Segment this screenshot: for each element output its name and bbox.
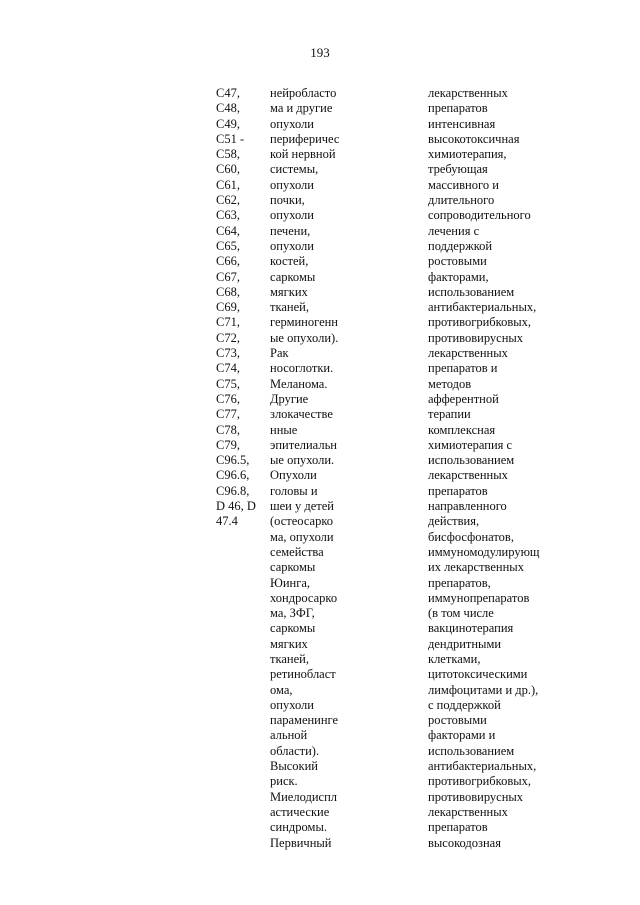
text-line: C77, bbox=[216, 407, 240, 422]
text-line: бисфосфонатов, bbox=[428, 529, 514, 544]
text-line: области). bbox=[270, 743, 320, 758]
text-line: препаратов, bbox=[428, 575, 491, 590]
text-line: интенсивная bbox=[428, 116, 496, 131]
text-line: головы и bbox=[270, 483, 318, 498]
text-line: C78, bbox=[216, 422, 240, 437]
text-line: C96.8, bbox=[216, 483, 250, 498]
text-line: ма, опухоли bbox=[270, 529, 334, 544]
text-line: саркомы bbox=[270, 560, 316, 575]
icd-codes-column bbox=[216, 86, 256, 530]
text-line: C49, bbox=[216, 116, 240, 131]
text-line: C79, bbox=[216, 437, 240, 452]
text-line: использованием bbox=[428, 284, 515, 299]
text-line: лекарственных bbox=[428, 468, 508, 483]
text-line: Меланома. bbox=[270, 376, 328, 391]
text-line: ростовыми bbox=[428, 713, 487, 728]
text-line: опухоли bbox=[270, 697, 314, 712]
text-line: C68, bbox=[216, 284, 240, 299]
text-line: C65, bbox=[216, 238, 240, 253]
text-line: антибактериальных, bbox=[428, 300, 537, 315]
text-line: действия, bbox=[428, 514, 480, 529]
treatment-column bbox=[428, 86, 540, 851]
text-line: ма и другие bbox=[270, 101, 333, 116]
text-line: направленного bbox=[428, 499, 507, 514]
text-line: клетками, bbox=[428, 651, 481, 666]
text-line: костей, bbox=[270, 254, 309, 269]
text-line: C72, bbox=[216, 330, 240, 345]
text-line: Рак bbox=[270, 346, 289, 361]
text-line: лимфоцитами и др.), bbox=[428, 682, 539, 697]
text-line: мягких bbox=[270, 284, 308, 299]
text-line: C63, bbox=[216, 208, 240, 223]
text-line: тканей, bbox=[270, 651, 309, 666]
text-line: иммуномодулирующ bbox=[428, 544, 540, 559]
text-line: C73, bbox=[216, 346, 240, 361]
text-line: опухоли bbox=[270, 177, 314, 192]
text-line: препаратов bbox=[428, 101, 488, 116]
text-line: тканей, bbox=[270, 300, 309, 315]
text-line: C47, bbox=[216, 86, 240, 100]
text-line: астические bbox=[270, 804, 330, 819]
text-line: использованием bbox=[428, 453, 515, 468]
text-line: длительного bbox=[428, 193, 495, 208]
text-line: терапии bbox=[428, 407, 471, 422]
text-line: ма, ЗФГ, bbox=[270, 606, 315, 621]
text-line: хондросарко bbox=[270, 590, 338, 605]
text-line: противовирусных bbox=[428, 789, 524, 804]
text-line: D 46, D bbox=[216, 499, 256, 514]
text-line: C75, bbox=[216, 376, 240, 391]
text-line: почки, bbox=[270, 193, 305, 208]
text-line: 47.4 bbox=[216, 514, 238, 529]
text-line: цитотоксическими bbox=[428, 667, 528, 682]
text-line: препаратов и bbox=[428, 361, 498, 376]
text-line: C60, bbox=[216, 162, 240, 177]
text-line: препаратов bbox=[428, 820, 488, 835]
text-line: химиотерапия, bbox=[428, 147, 507, 162]
text-line: факторами и bbox=[428, 728, 496, 743]
text-line: герминогенн bbox=[270, 315, 338, 330]
text-line: ые опухоли. bbox=[270, 453, 335, 468]
text-line: поддержкой bbox=[428, 238, 493, 253]
text-line: Опухоли bbox=[270, 468, 317, 483]
text-line: антибактериальных, bbox=[428, 759, 537, 774]
text-line: высокотоксичная bbox=[428, 131, 520, 146]
text-line: риск. bbox=[270, 774, 298, 789]
text-line: иммунопрепаратов bbox=[428, 590, 530, 605]
text-line: сопроводительного bbox=[428, 208, 531, 223]
text-line: C74, bbox=[216, 361, 240, 376]
text-line: опухоли bbox=[270, 238, 314, 253]
text-line: опухоли bbox=[270, 208, 314, 223]
text-line: C48, bbox=[216, 101, 240, 116]
text-line: C69, bbox=[216, 300, 240, 315]
text-line: лекарственных bbox=[428, 804, 508, 819]
text-line: использованием bbox=[428, 743, 515, 758]
text-line: C96.5, bbox=[216, 453, 250, 468]
text-line: массивного и bbox=[428, 177, 499, 192]
text-line: (остеосарко bbox=[270, 514, 334, 529]
text-line: Другие bbox=[270, 391, 309, 406]
text-line: опухоли bbox=[270, 116, 314, 131]
text-line: печени, bbox=[270, 223, 311, 238]
text-line: факторами, bbox=[428, 269, 489, 284]
text-line: синдромы. bbox=[270, 820, 327, 835]
text-line: ретинобласт bbox=[270, 667, 336, 682]
text-line: саркомы bbox=[270, 621, 316, 636]
text-line: C61, bbox=[216, 177, 240, 192]
text-line: лекарственных bbox=[428, 346, 508, 361]
text-line: их лекарственных bbox=[428, 560, 524, 575]
text-line: эпителиальн bbox=[270, 437, 337, 452]
text-line: периферичес bbox=[270, 131, 340, 146]
text-line: параменинге bbox=[270, 713, 339, 728]
text-line: с поддержкой bbox=[428, 697, 501, 712]
text-line: саркомы bbox=[270, 269, 316, 284]
text-line: методов bbox=[428, 376, 472, 391]
text-line: носоглотки. bbox=[270, 361, 334, 376]
page-number: 193 bbox=[310, 45, 330, 60]
text-line: противовирусных bbox=[428, 330, 524, 345]
text-line: злокачестве bbox=[270, 407, 333, 422]
text-line: ома, bbox=[270, 682, 293, 697]
text-line: Высокий bbox=[270, 759, 318, 774]
text-line: C71, bbox=[216, 315, 240, 330]
text-line: Юинга, bbox=[270, 575, 311, 590]
text-line: C51 - bbox=[216, 131, 245, 146]
text-line: мягких bbox=[270, 636, 308, 651]
text-line: требующая bbox=[428, 162, 488, 177]
text-line: Первичный bbox=[270, 835, 332, 850]
text-line: лечения с bbox=[428, 223, 480, 238]
text-line: вакцинотерапия bbox=[428, 621, 514, 636]
text-line: химиотерапия с bbox=[428, 437, 513, 452]
text-line: высокодозная bbox=[428, 835, 501, 850]
text-line: C76, bbox=[216, 391, 240, 406]
text-line: C58, bbox=[216, 147, 240, 162]
text-line: лекарственных bbox=[428, 86, 508, 100]
text-line: Миелодиспл bbox=[270, 789, 338, 804]
text-line: C62, bbox=[216, 193, 240, 208]
text-line: (в том числе bbox=[428, 606, 494, 621]
text-line: семейства bbox=[270, 544, 324, 559]
text-line: C66, bbox=[216, 254, 240, 269]
text-line: C64, bbox=[216, 223, 240, 238]
text-line: ростовыми bbox=[428, 254, 487, 269]
text-line: афферентной bbox=[428, 391, 499, 406]
text-line: нейробласто bbox=[270, 86, 337, 100]
text-line: альной bbox=[270, 728, 308, 743]
text-line: системы, bbox=[270, 162, 319, 177]
text-line: шеи у детей bbox=[270, 499, 334, 514]
text-line: C96.6, bbox=[216, 468, 250, 483]
text-line: дендритными bbox=[428, 636, 502, 651]
text-line: ые опухоли). bbox=[270, 330, 339, 345]
text-line: препаратов bbox=[428, 483, 488, 498]
text-line: комплексная bbox=[428, 422, 496, 437]
diagnosis-column bbox=[270, 86, 339, 851]
text-line: кой нервной bbox=[270, 147, 336, 162]
text-line: противогрибковых, bbox=[428, 315, 532, 330]
text-line: C67, bbox=[216, 269, 240, 284]
text-line: противогрибковых, bbox=[428, 774, 532, 789]
text-line: нные bbox=[270, 422, 298, 437]
